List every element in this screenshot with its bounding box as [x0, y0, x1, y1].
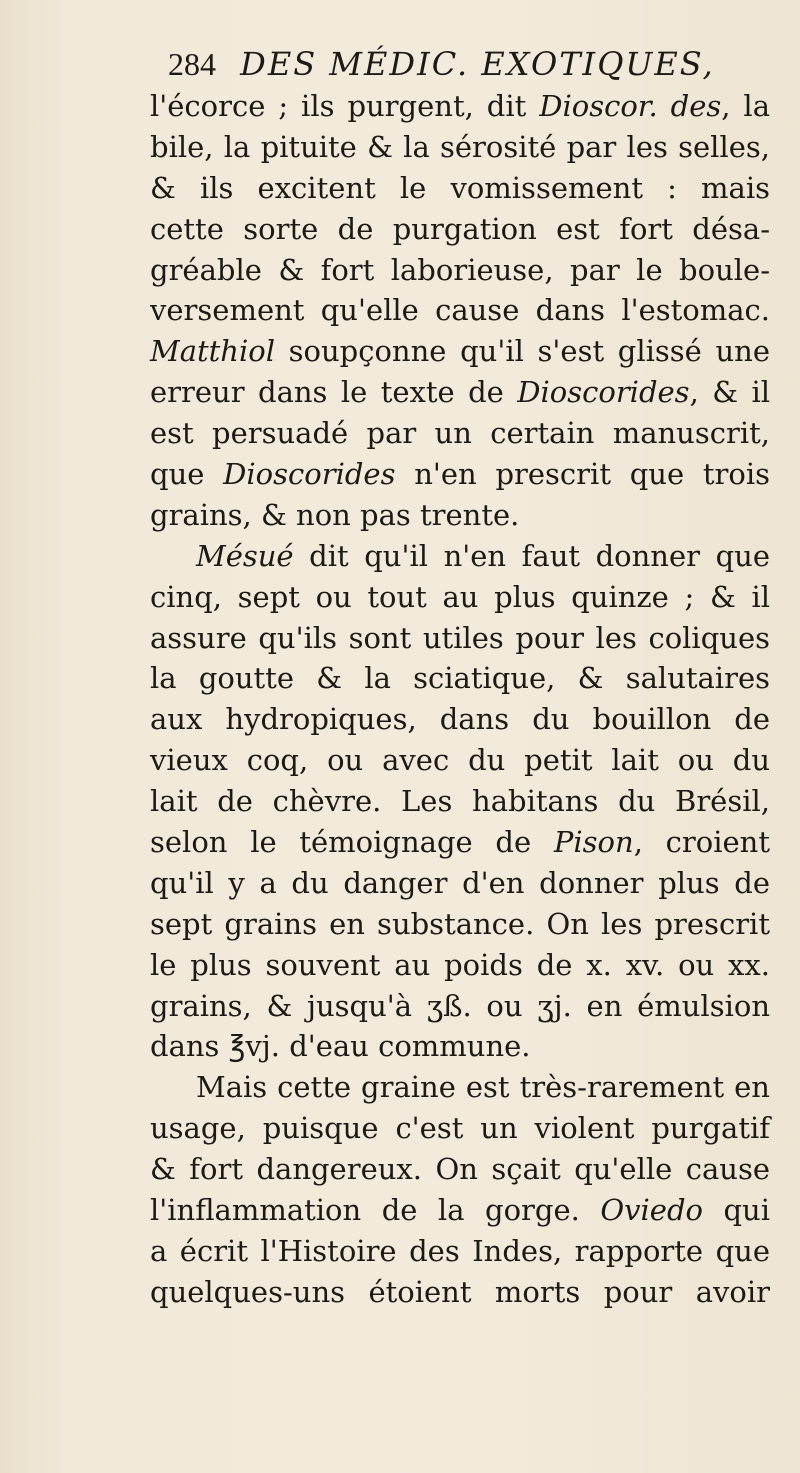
- text-line: [150, 290, 770, 331]
- text-line: [150, 168, 770, 209]
- text-run: grains, & non pas trente.: [150, 497, 520, 532]
- text-line: [150, 127, 770, 168]
- text-run: soupçonne qu'il s'est glissé une: [274, 334, 770, 369]
- text-run: bile, la pituite & la sérosité par les selles,: [150, 129, 770, 164]
- text-line: [150, 1108, 770, 1149]
- italic-name: Mésué: [196, 538, 294, 573]
- text-run: & fort dangereux. On sçait qu'elle cause: [150, 1152, 770, 1187]
- text-run: , croient: [633, 825, 770, 860]
- italic-name: Dioscor. des: [539, 89, 722, 123]
- text-line: [150, 904, 770, 945]
- italic-name: Matthiol: [150, 334, 275, 369]
- text-line: [150, 945, 770, 986]
- text-run: usage, puisque c'est un violent purgatif: [150, 1111, 770, 1146]
- text-line: [150, 1149, 770, 1190]
- text-run: aux hydropiques, dans du bouillon de: [150, 702, 770, 737]
- text-line: [150, 1190, 770, 1231]
- text-run: grains, & jusqu'à ʒß. ou ʒj. en émulsion: [150, 988, 770, 1023]
- text-run: selon le témoignage de: [150, 825, 554, 860]
- text-line: [150, 1067, 770, 1108]
- italic-name: Oviedo: [600, 1193, 703, 1228]
- text-line: [150, 781, 770, 822]
- text-line: [150, 331, 770, 372]
- text-line: [150, 536, 770, 577]
- text-line: [150, 86, 770, 127]
- text-run: l'inflammation de la gorge.: [150, 1193, 601, 1228]
- text-run: erreur dans le texte de: [150, 375, 518, 410]
- text-line: [150, 1026, 770, 1067]
- body-text: [150, 86, 770, 1313]
- text-line: [150, 863, 770, 904]
- text-run: assure qu'ils sont utiles pour les coliques: [150, 620, 770, 655]
- text-line: [150, 454, 770, 495]
- italic-name: Dioscorides: [223, 457, 396, 492]
- text-line: [150, 740, 770, 781]
- text-run: vieux coq, ou avec du petit lait ou du: [150, 743, 770, 778]
- page-number: 284: [168, 46, 216, 82]
- text-run: quelques-uns étoient morts pour avoir: [150, 1274, 770, 1309]
- text-line: [150, 986, 770, 1027]
- text-line: [150, 699, 770, 740]
- text-run: le plus souvent au poids de x. xv. ou xx.: [150, 947, 770, 982]
- text-line: [150, 209, 770, 250]
- text-line: [150, 372, 770, 413]
- text-line: [150, 1231, 770, 1272]
- text-line: [150, 577, 770, 618]
- text-run: , & il: [689, 375, 770, 410]
- text-line: [150, 618, 770, 659]
- text-run: versement qu'elle cause dans l'estomac.: [150, 293, 770, 328]
- text-run: cette sorte de purgation est fort désa-: [150, 211, 770, 246]
- text-run: Mais cette graine est très-rarement en: [196, 1070, 770, 1105]
- text-line: [150, 1272, 770, 1313]
- text-run: qu'il y a du danger d'en donner plus de: [150, 865, 770, 900]
- text-run: est persuadé par un certain manuscrit,: [150, 416, 770, 451]
- text-line: [150, 250, 770, 291]
- text-run: a écrit l'Histoire des Indes, rapporte que: [150, 1233, 770, 1268]
- italic-name: Dioscorides: [517, 375, 690, 410]
- text-line: [150, 495, 770, 536]
- text-run: l'écorce ; ils purgent, dit: [150, 89, 540, 123]
- text-run: lait de chèvre. Les habitans du Brésil,: [150, 784, 770, 819]
- page-header: [168, 44, 768, 84]
- text-run: cinq, sept ou tout au plus quinze ; & il: [150, 579, 770, 614]
- text-run: que: [150, 457, 224, 492]
- text-run: dit qu'il n'en faut donner que: [293, 538, 770, 573]
- text-run: dans ℥vj. d'eau commune.: [150, 1029, 531, 1064]
- text-run: , la: [721, 89, 770, 123]
- italic-name: Pison: [553, 825, 634, 860]
- text-run: sept grains en substance. On les prescrit: [150, 906, 770, 941]
- text-line: [150, 822, 770, 863]
- text-run: & ils excitent le vomissement : mais: [150, 170, 770, 205]
- text-run: qui: [702, 1193, 770, 1228]
- text-run: gréable & fort laborieuse, par le boule-: [150, 252, 770, 287]
- text-line: [150, 413, 770, 454]
- running-title: DES MÉDIC. EXOTIQUES,: [240, 45, 715, 83]
- text-run: la goutte & la sciatique, & salutaires: [150, 661, 770, 696]
- text-run: n'en prescrit que trois: [395, 457, 770, 492]
- text-line: [150, 658, 770, 699]
